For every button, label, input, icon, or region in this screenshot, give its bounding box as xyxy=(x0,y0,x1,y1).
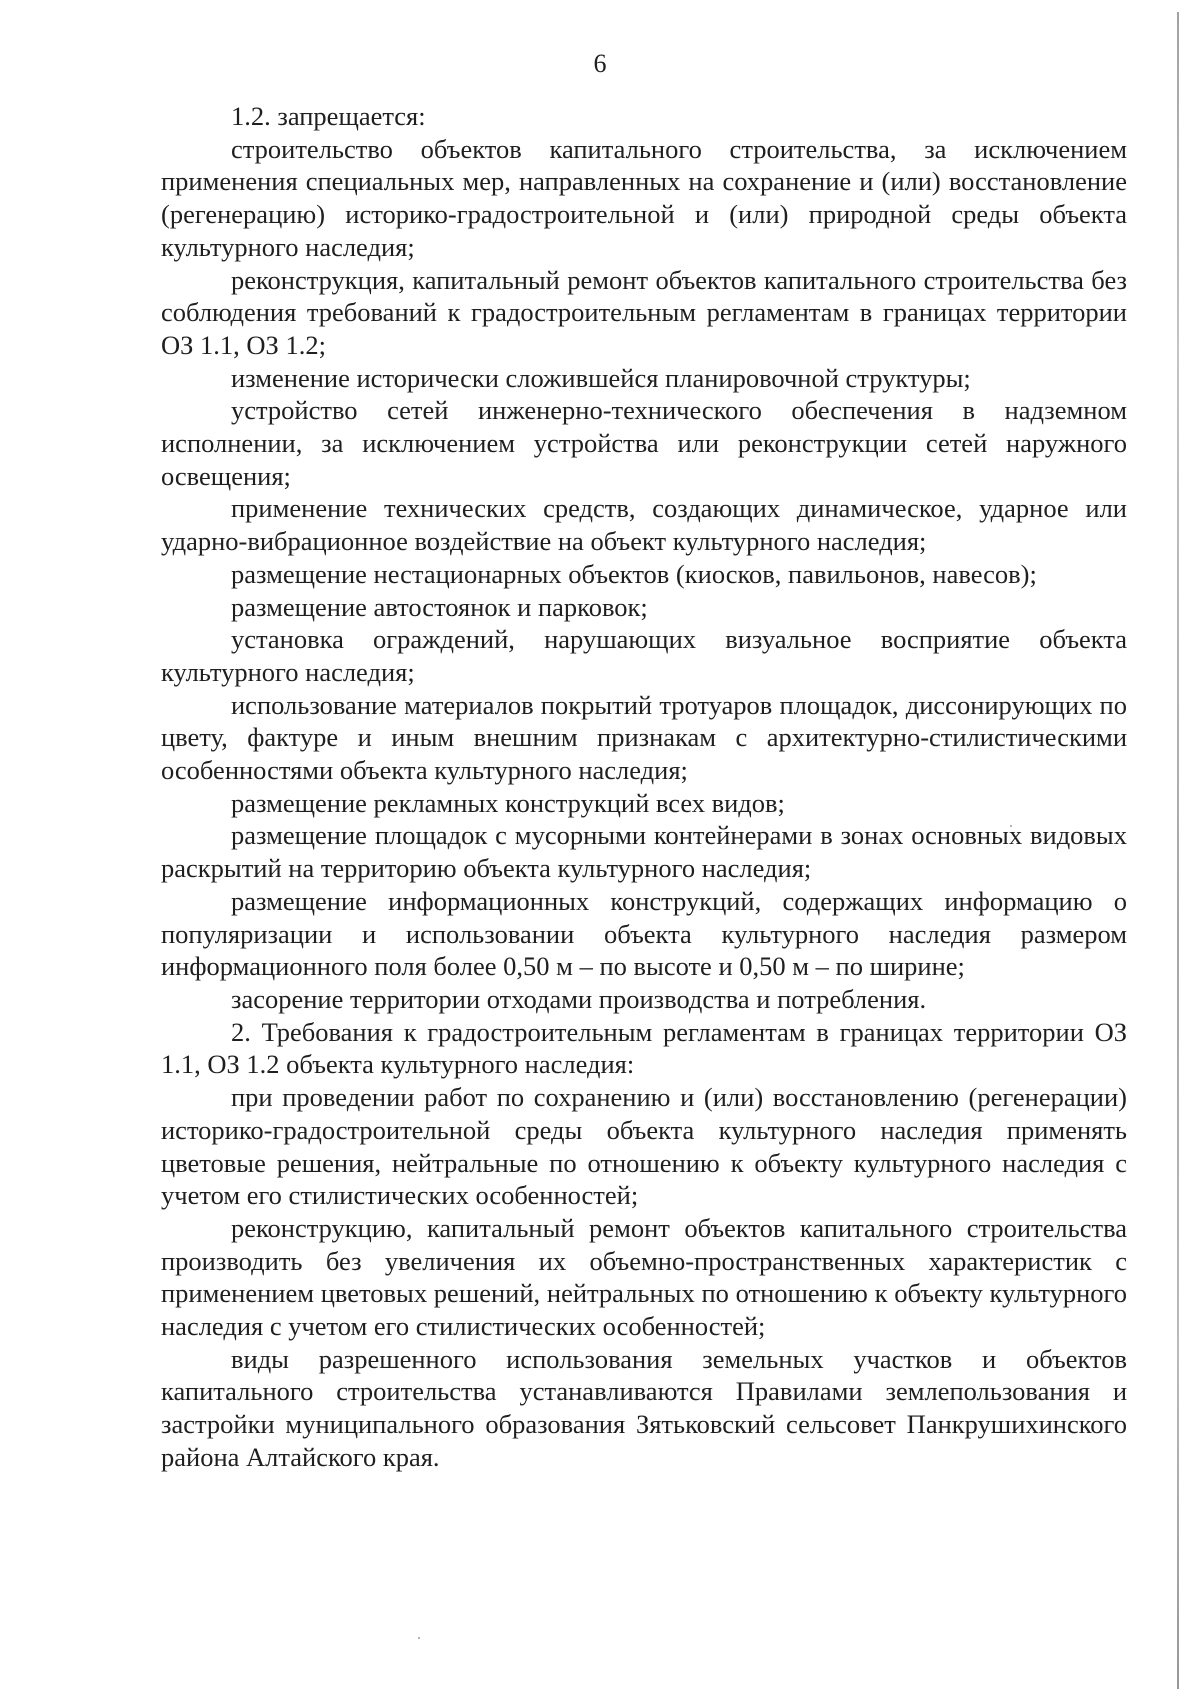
paragraph: применение технических средств, создающих динамическое, ударное или ударно-вибрационное воздействие на объект культурного наследия; xyxy=(161,493,1127,557)
paragraph: засорение территории отходами производства и потребления. xyxy=(231,983,927,1014)
paragraph: установка ограждений, нарушающих визуальное восприятие объекта культурного наследия; xyxy=(161,624,1127,687)
paragraph: при проведении работ по сохранению и (или) восстановлению (регенерации) историко-градостроительной среды объекта культурного наследия применять цветовые решения, нейтральные по отношению к объекту культурного наследия с учетом его стилистических особенностей; xyxy=(161,1082,1127,1211)
page-number: 6 xyxy=(593,49,607,78)
scan-edge-line xyxy=(1177,12,1179,1689)
paragraph: строительство объектов капитального строительства, за исключением применения специальных мер, направленных на сохранение и (или) восстановление (регенерацию) историко-градостроительной и (или) природной среды объекта культурного наследия; xyxy=(161,133,1127,262)
paragraph: устройство сетей инженерно-технического обеспечения в надземном исполнении, за исключением устройства или реконструкции сетей наружного освещения; xyxy=(161,395,1127,491)
paragraph: размещение рекламных конструкций всех видов; xyxy=(231,787,785,818)
paragraph: 1.2. запрещается: xyxy=(231,101,426,131)
scan-speck xyxy=(418,1637,420,1639)
paragraph: реконструкция, капитальный ремонт объектов капитального строительства без соблюдения требований к градостроительным регламентам в границах территории ОЗ 1.1, ОЗ 1.2; xyxy=(161,264,1127,360)
paragraph: 2. Требования к градостроительным регламентам в границах территории ОЗ 1.1, ОЗ 1.2 объекта культурного наследия: xyxy=(161,1016,1127,1080)
paragraph: размещение автостоянок и парковок; xyxy=(231,591,648,622)
paragraph: виды разрешенного использования земельных участков и объектов капитального строительства устанавливаются Правилами землепользования и застройки муниципального образования Зятьковский сельсовет Панкрушихинского района Алтайского края. xyxy=(161,1343,1127,1472)
paragraph: размещение нестационарных объектов (киосков, павильонов, навесов); xyxy=(231,558,1037,589)
document-body xyxy=(161,100,1127,1474)
paragraph: размещение информационных конструкций, содержащих информацию о популяризации и использовании объекта культурного наследия размером информационного поля более 0,50 м – по высоте и 0,50 м – по ширине; xyxy=(161,885,1127,982)
paragraph: размещение площадок с мусорными контейнерами в зонах основных видовых раскрытий на территорию объекта культурного наследия; xyxy=(161,820,1127,884)
paragraph: использование материалов покрытий тротуаров площадок, диссонирующих по цвету, фактуре и иным внешним признакам с архитектурно-стилистическими особенностями объекта культурного наследия; xyxy=(161,689,1127,786)
paragraph: реконструкцию, капитальный ремонт объектов капитального строительства производить без увеличения их объемно-пространственных характеристик с применением цветовых решений, нейтральных по отношению к объекту культурного наследия с учетом его стилистических особенностей; xyxy=(161,1212,1127,1342)
paragraph: изменение исторически сложившейся планировочной структуры; xyxy=(231,362,971,393)
